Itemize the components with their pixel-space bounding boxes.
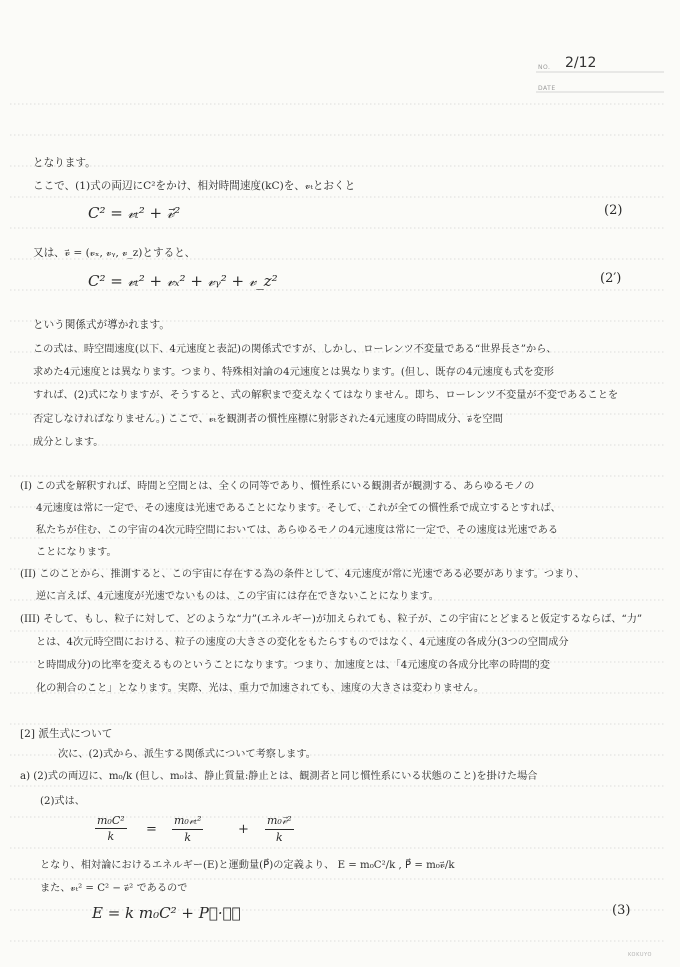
fraction-denominator: k [107, 830, 115, 843]
text-line: また、𝓋ₜ² = C² − 𝓋⃗² であるので [40, 883, 188, 894]
fraction-m0vt2-over-k [172, 814, 203, 844]
equation-2-number: (2) [604, 203, 623, 218]
item-3-line: とは、4次元時空間における、粒子の速度の大きさの変化をもたらすものではなく、4元速度の各成分(3つの空間成分 [36, 637, 569, 648]
text-line: 成分とします。 [33, 437, 104, 448]
text-line: (2)式は、 [40, 796, 85, 807]
item-1-line: 私たちが住む、この宇宙の4次元時空間においては、あらゆるモノの4元速度は常に一定で、その速度は光速である [36, 525, 559, 536]
brand-logo: KOKUYO [627, 952, 652, 958]
item-3-line: 化の割合のこと」となります。実際、光は、重力で加速されても、速度の大きさは変わりません。 [36, 683, 485, 694]
text-line: すれば、(2)式になりますが、そうすると、式の解釈まで変えなくてはなりません。即ち、ローレンツ不変量が不変であることを [33, 390, 619, 401]
fraction-denominator: k [276, 831, 283, 844]
item-1-line: 4元速度は常に一定で、その速度は光速であることになります。そして、これが全ての慣性系で成立するとすれば、 [36, 503, 561, 514]
equals-sign: = [146, 822, 157, 837]
fraction-m0v2-over-k [265, 814, 294, 844]
item-1-line: ことになります。 [36, 547, 117, 558]
text-line: となり、相対論におけるエネルギー(E)と運動量(P⃗)の定義より、 E = m₀C²/k , P⃗ = m₀𝓋⃗/k [40, 860, 455, 871]
text-line: ここで、(1)式の両辺にC²をかけ、相対時間速度(kC)を、𝓋ₜとおくと [33, 180, 356, 192]
item-3-line: と時間成分)の比率を変えるものということになります。つまり、加速度とは、「4元速度の各成分比率の時間的変 [36, 660, 550, 671]
text-line: 次に、(2)式から、派生する関係式について考察します。 [58, 749, 316, 760]
fraction-m0c2-over-k [95, 814, 127, 843]
item-3-line: (III) そして、もし、粒子に対して、どのような“力”(エネルギー)が加えられても、粒子が、この宇宙にとどまると仮定するならば、“力” [20, 614, 643, 625]
text-line: 否定しなければなりません。) ここで、𝓋ₜを観測者の慣性座標に射影された4元速度の時間成分、𝓋⃗を空間 [33, 414, 503, 425]
equation-3-number: (3) [612, 903, 631, 918]
text-line: a) (2)式の両辺に、m₀/k (但し、m₀は、静止質量:静止とは、観測者と同じ慣性系にいる状態のこと)を掛けた場合 [20, 771, 538, 782]
text-line: という関係式が導かれます。 [33, 319, 170, 331]
page-number: 2/12 [565, 55, 597, 71]
text-line: となります。 [33, 157, 96, 169]
equation-2-prime-number: (2′) [600, 271, 622, 286]
text-line: 求めた4元速度とは異なります。つまり、特殊相対論の4元速度とは異なります。(但し、既存の4元速度も式を変形 [33, 367, 554, 378]
equation-2: C² = 𝓋ₜ² + 𝓋⃗² [88, 204, 181, 222]
plus-sign: + [238, 822, 249, 837]
no-label: NO. [538, 64, 551, 71]
fraction-numerator: m₀𝓋⃗² [265, 814, 294, 830]
text-line: この式は、時空間速度(以下、4元速度と表記)の関係式ですが、しかし、ローレンツ不変量である“世界長さ”から、 [33, 344, 557, 355]
equation-3: E = k m₀C² + P⃗·𝓋⃗ [92, 904, 241, 922]
section-heading: [2] 派生式について [20, 728, 113, 740]
item-2-line: (II) このことから、推測すると、この宇宙に存在する為の条件として、4元速度が常に光速である必要があります。つまり、 [20, 569, 585, 580]
item-1-line: (I) この式を解釈すれば、時間と空間とは、全くの同等であり、慣性系にいる観測者が観測する、あらゆるモノの [20, 481, 535, 492]
text-line: 又は、𝓋⃗ = (𝓋ₓ, 𝓋ᵧ, 𝓋_z)とすると、 [33, 247, 196, 259]
date-label: DATE [538, 85, 556, 92]
fraction-numerator: m₀𝓋ₜ² [172, 814, 203, 830]
equation-2-prime: C² = 𝓋ₜ² + 𝓋ₓ² + 𝓋ᵧ² + 𝓋_z² [88, 272, 278, 290]
item-2-line: 逆に言えば、4元速度が光速でないものは、この宇宙には存在できないことになります。 [36, 591, 439, 602]
fraction-denominator: k [184, 831, 192, 844]
fraction-numerator: m₀C² [97, 814, 125, 827]
